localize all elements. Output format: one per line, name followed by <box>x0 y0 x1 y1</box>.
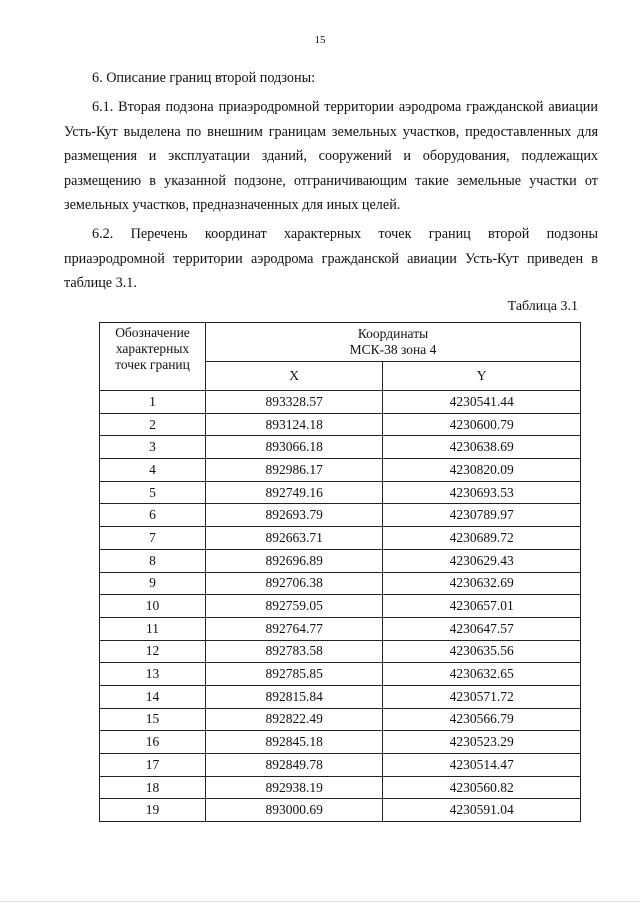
y-coordinate-cell: 4230635.56 <box>383 640 581 663</box>
paragraph-6-1: 6.1. Вторая подзона приаэродромной территории аэродрома гражданской авиации Усть-Кут выделена по внешним границам земельных участков, предоставленных для размещения и эксплуатации зданий, сооружений и оборудования, подлежащих размещению в указанной подзоне, отграничивающим такие земельные участки от земельных участков, предназначенных для иных целей. <box>64 99 598 213</box>
table-row <box>100 459 581 482</box>
x-coordinate-cell: 892938.19 <box>206 776 383 799</box>
page-bottom-edge <box>0 901 640 902</box>
header-y: Y <box>383 362 581 391</box>
point-number-cell: 15 <box>100 708 206 731</box>
table-row <box>100 708 581 731</box>
x-coordinate-cell: 892764.77 <box>206 617 383 640</box>
table-row <box>100 640 581 663</box>
point-number-cell: 8 <box>100 549 206 572</box>
point-number-cell: 11 <box>100 617 206 640</box>
y-coordinate-cell: 4230591.04 <box>383 799 581 822</box>
x-coordinate-cell: 892986.17 <box>206 459 383 482</box>
header-x: X <box>206 362 383 391</box>
paragraph-6-2: 6.2. Перечень координат характерных точек границ второй подзоны приаэродромной территории аэродрома гражданской авиации Усть-Кут приведен в таблице 3.1. <box>64 226 598 291</box>
header-coordinates <box>206 323 581 362</box>
y-coordinate-cell: 4230632.65 <box>383 663 581 686</box>
table-row <box>100 754 581 777</box>
point-number-cell: 6 <box>100 504 206 527</box>
x-coordinate-cell: 892845.18 <box>206 731 383 754</box>
x-coordinate-cell: 892749.16 <box>206 481 383 504</box>
page-number: 15 <box>314 34 326 46</box>
y-coordinate-cell: 4230647.57 <box>383 617 581 640</box>
y-coordinate-cell: 4230657.01 <box>383 595 581 618</box>
point-number-cell: 5 <box>100 481 206 504</box>
table-row <box>100 572 581 595</box>
y-coordinate-cell: 4230689.72 <box>383 527 581 550</box>
y-coordinate-cell: 4230514.47 <box>383 754 581 777</box>
table-row <box>100 549 581 572</box>
table-caption: Таблица 3.1 <box>507 299 578 314</box>
y-coordinate-cell: 4230789.97 <box>383 504 581 527</box>
x-coordinate-cell: 892785.85 <box>206 663 383 686</box>
header-coordinate-system: МСК-38 зона 4 <box>349 342 437 357</box>
x-coordinate-cell: 892693.79 <box>206 504 383 527</box>
y-coordinate-cell: 4230560.82 <box>383 776 581 799</box>
x-coordinate-cell: 892822.49 <box>206 708 383 731</box>
point-number-cell: 19 <box>100 799 206 822</box>
y-coordinate-cell: 4230638.69 <box>383 436 581 459</box>
x-coordinate-cell: 892783.58 <box>206 640 383 663</box>
table-row <box>100 731 581 754</box>
table-row <box>100 527 581 550</box>
x-coordinate-cell: 892815.84 <box>206 685 383 708</box>
table-row <box>100 436 581 459</box>
point-number-cell: 3 <box>100 436 206 459</box>
table-row <box>100 776 581 799</box>
x-coordinate-cell: 893000.69 <box>206 799 383 822</box>
x-coordinate-cell: 893328.57 <box>206 391 383 414</box>
y-coordinate-cell: 4230820.09 <box>383 459 581 482</box>
y-coordinate-cell: 4230600.79 <box>383 413 581 436</box>
table-row <box>100 799 581 822</box>
x-coordinate-cell: 892696.89 <box>206 549 383 572</box>
point-number-cell: 1 <box>100 391 206 414</box>
point-number-cell: 16 <box>100 731 206 754</box>
y-coordinate-cell: 4230541.44 <box>383 391 581 414</box>
table-row <box>100 595 581 618</box>
y-coordinate-cell: 4230693.53 <box>383 481 581 504</box>
point-number-cell: 7 <box>100 527 206 550</box>
x-coordinate-cell: 892706.38 <box>206 572 383 595</box>
table-row <box>100 413 581 436</box>
x-coordinate-cell: 893066.18 <box>206 436 383 459</box>
point-number-cell: 12 <box>100 640 206 663</box>
y-coordinate-cell: 4230571.72 <box>383 685 581 708</box>
table-row <box>100 663 581 686</box>
y-coordinate-cell: 4230632.69 <box>383 572 581 595</box>
header-coordinates-title: Координаты <box>357 326 429 341</box>
point-number-cell: 17 <box>100 754 206 777</box>
header-point-label: Обозначение характерных точек границ <box>100 323 206 391</box>
point-number-cell: 14 <box>100 685 206 708</box>
point-number-cell: 2 <box>100 413 206 436</box>
y-coordinate-cell: 4230566.79 <box>383 708 581 731</box>
point-number-cell: 13 <box>100 663 206 686</box>
table-row <box>100 481 581 504</box>
table-row <box>100 685 581 708</box>
point-number-cell: 18 <box>100 776 206 799</box>
x-coordinate-cell: 892663.71 <box>206 527 383 550</box>
table-body <box>100 391 581 822</box>
table-row <box>100 391 581 414</box>
x-coordinate-cell: 892849.78 <box>206 754 383 777</box>
section-heading: 6. Описание границ второй подзоны: <box>92 70 316 86</box>
coordinates-table <box>99 322 581 822</box>
y-coordinate-cell: 4230523.29 <box>383 731 581 754</box>
table-row <box>100 617 581 640</box>
point-number-cell: 10 <box>100 595 206 618</box>
table-row <box>100 504 581 527</box>
y-coordinate-cell: 4230629.43 <box>383 549 581 572</box>
x-coordinate-cell: 893124.18 <box>206 413 383 436</box>
point-number-cell: 9 <box>100 572 206 595</box>
point-number-cell: 4 <box>100 459 206 482</box>
x-coordinate-cell: 892759.05 <box>206 595 383 618</box>
